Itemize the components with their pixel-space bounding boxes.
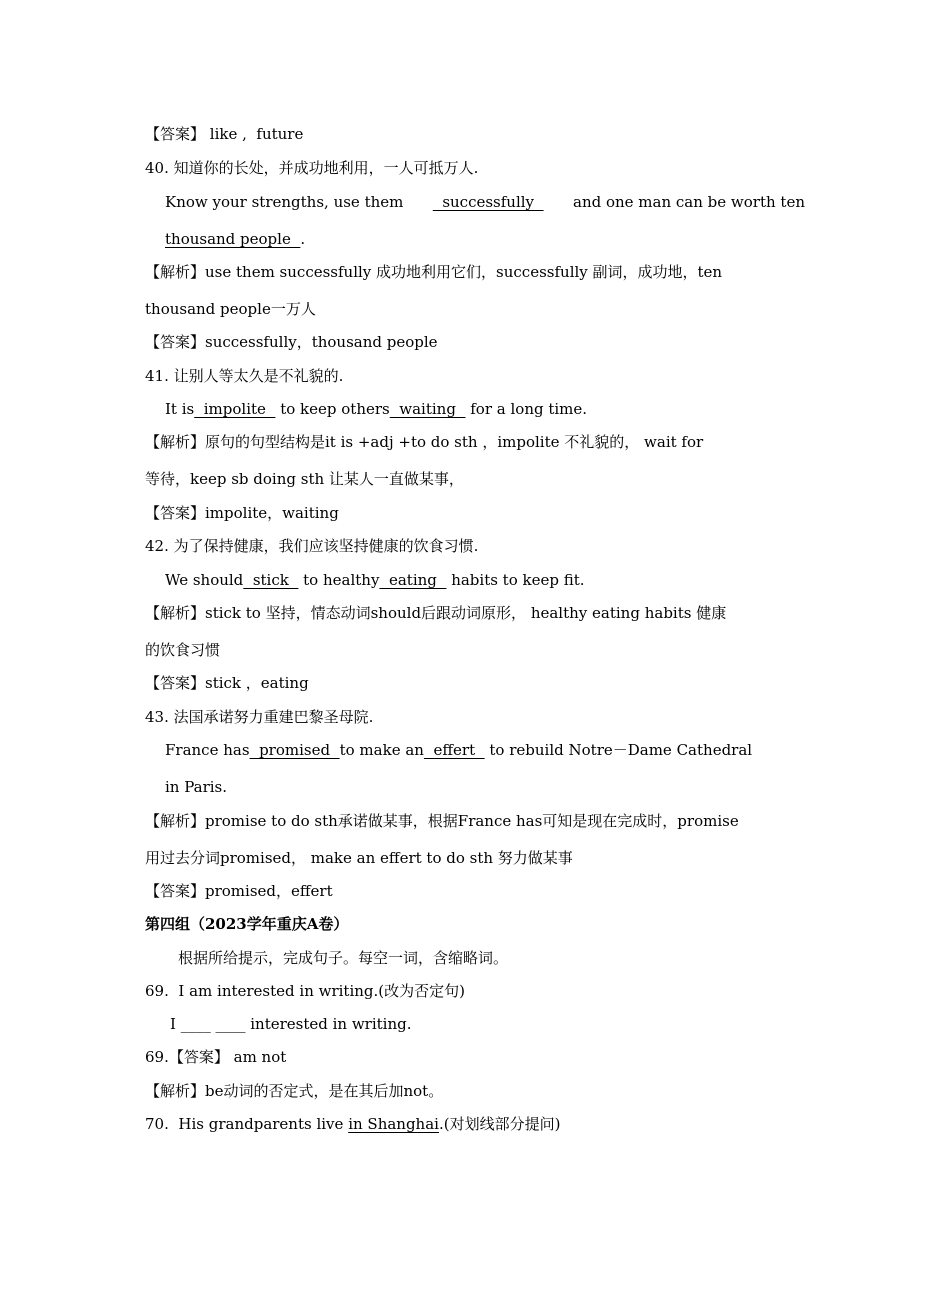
instructions: 根据所给提示，完成句子。每空一词，含缩略词。 (178, 949, 509, 967)
sentence-part: for a long time. (465, 400, 588, 418)
sentence-part: 70. His grandparents live (145, 1115, 349, 1133)
question-41-chinese (145, 366, 343, 386)
question-41-english (165, 399, 587, 419)
sentence-part: It is (165, 400, 195, 418)
question-number: 43. (145, 708, 169, 726)
question-text: 让别人等太久是不礼貌的. (173, 367, 344, 385)
question-number: 40. (145, 159, 169, 177)
fill-blank: eating (379, 571, 447, 589)
sentence-part: and one man can be worth ten (573, 193, 805, 211)
fill-blank: successfully (432, 193, 544, 211)
underlined-phrase: in Shanghai (348, 1115, 439, 1133)
question-43-english (165, 740, 752, 760)
answer-40: 【答案】successfully，thousand people (145, 333, 438, 351)
analysis-40: 【解析】use them successfully 成功地利用它们，successfully 副词，成功地，ten (145, 263, 723, 281)
answer-43: 【答案】promised，effert (145, 882, 333, 900)
answer-line-39: 【答案】 like , future (145, 125, 304, 143)
fill-blank: thousand people (165, 230, 301, 248)
analysis-40-cont: thousand people一万人 (145, 300, 316, 318)
analysis-42-cont: 的饮食习惯 (145, 641, 221, 659)
question-43-english-cont: in Paris. (165, 778, 228, 796)
sentence-part: to healthy (298, 571, 380, 589)
sentence-part: We should (165, 571, 244, 589)
sentence-part: Know your strengths, use them (165, 193, 404, 211)
answer-42: 【答案】stick ，eating (145, 674, 309, 692)
question-43-chinese (145, 707, 373, 727)
question-42-english (165, 570, 585, 590)
question-text: 法国承诺努力重建巴黎圣母院. (173, 708, 374, 726)
question-text: 知道你的长处，并成功地利用，一人可抵万人. (173, 159, 479, 177)
analysis-69: 【解析】be动词的否定式，是在其后加not。 (145, 1082, 444, 1100)
sentence-part: to keep others (275, 400, 390, 418)
fill-blank: promised (249, 741, 340, 759)
fill-blank: stick (243, 571, 299, 589)
sentence-part: to rebuild Notre－Dame Cathedral (484, 741, 753, 759)
sentence-part: to make an (339, 741, 424, 759)
answer-41: 【答案】impolite，waiting (145, 504, 339, 522)
analysis-42: 【解析】stick to 坚持，情态动词should后跟动词原形， healthy eating habits 健康 (145, 604, 727, 622)
analysis-43-cont: 用过去分词promised， make an effert to do sth 努力做某事 (145, 849, 573, 867)
group-heading: 第四组（2023学年重庆A卷） (145, 915, 349, 933)
question-69: 69. I am interested in writing.(改为否定句) (145, 982, 465, 1000)
analysis-41-cont: 等待，keep sb doing sth 让某人一直做某事， (145, 470, 464, 488)
question-text: 为了保持健康，我们应该坚持健康的饮食习惯. (173, 537, 479, 555)
question-40-chinese (145, 158, 478, 178)
fill-blank: waiting (389, 400, 466, 418)
sentence-part: . (300, 230, 306, 248)
question-70 (145, 1114, 560, 1134)
question-40-english-cont (165, 229, 305, 249)
fill-blank: effert (423, 741, 485, 759)
answer-69: 69.【答案】 am not (145, 1048, 287, 1066)
sentence-part: France has (165, 741, 250, 759)
question-number: 41. (145, 367, 169, 385)
fill-blank: impolite (194, 400, 276, 418)
sentence-part: habits to keep fit. (446, 571, 585, 589)
question-40-english (165, 192, 805, 212)
sentence-part: .(对划线部分提问) (438, 1115, 561, 1133)
analysis-43: 【解析】promise to do sth承诺做某事，根据France has可知是现在完成时，promise (145, 812, 739, 830)
question-69-fill: I ____ ____ interested in writing. (170, 1015, 412, 1033)
question-number: 42. (145, 537, 169, 555)
question-42-chinese (145, 536, 478, 556)
analysis-41: 【解析】原句的句型结构是it is +adj +to do sth ，impolite 不礼貌的， wait for (145, 433, 704, 451)
